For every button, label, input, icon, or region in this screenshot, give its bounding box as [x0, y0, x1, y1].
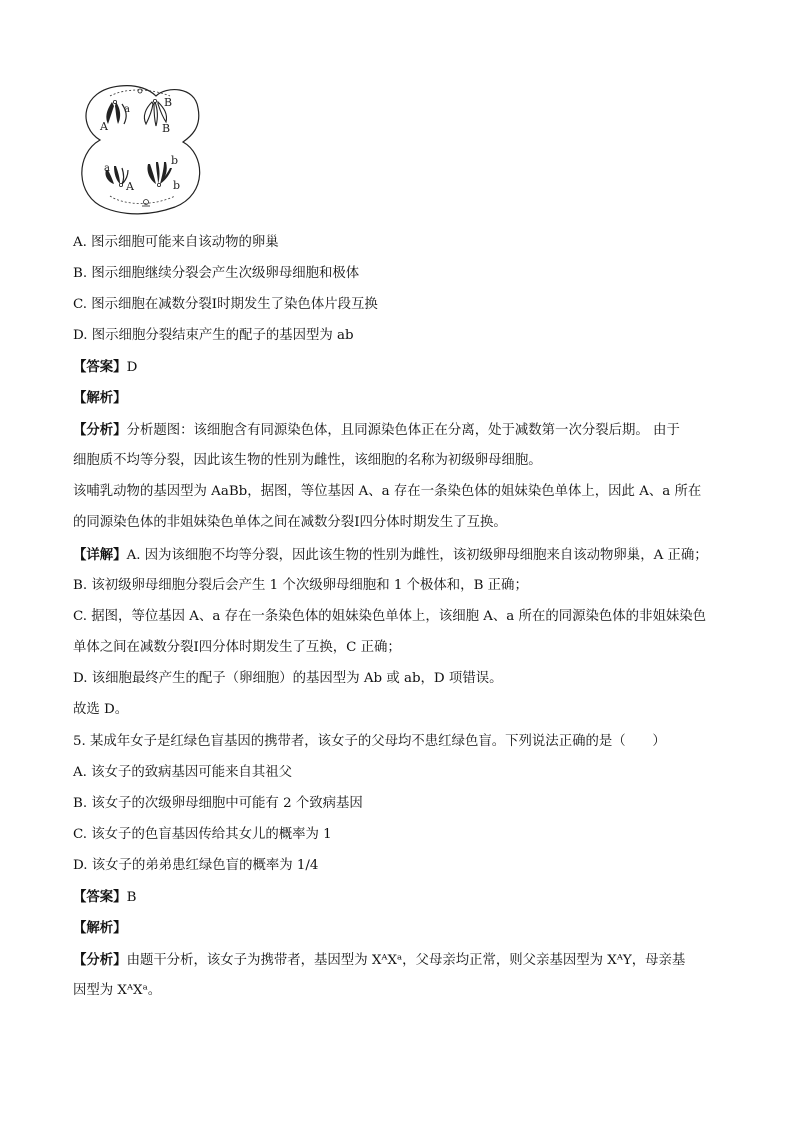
fenxi-text: 分析题图：该细胞含有同源染色体，且同源染色体正在分离，处于减数第一次分裂后期。 由于: [126, 423, 680, 438]
chromosome-bottom-right: [147, 162, 172, 187]
gene-label: a: [124, 104, 130, 115]
gene-label: A: [126, 180, 134, 193]
q4-option-a: A. 图示细胞可能来自该动物的卵巢: [73, 235, 279, 250]
cell-division-figure: [70, 82, 220, 217]
q4-xiangjie-line: D. 该细胞最终产生的配子（卵细胞）的基因型为 Ab 或 ab，D 项错误。: [73, 671, 503, 686]
q4-fenxi-line: 的同源染色体的非姐妹染色单体之间在减数分裂Ⅰ四分体时期发生了互换。: [73, 515, 507, 530]
gene-label: b: [171, 154, 179, 167]
q4-xiangjie-line: 单体之间在减数分裂Ⅰ四分体时期发生了互换，C 正确；: [73, 640, 401, 655]
answer-label: 【答案】: [73, 359, 127, 375]
q4-answer: [73, 357, 754, 378]
q4-conclusion: 故选 D。: [73, 702, 129, 717]
gene-label: a: [104, 163, 110, 174]
answer-value: D: [126, 360, 138, 375]
q4-option-b: B. 图示细胞继续分裂会产生次级卵母细胞和极体: [73, 266, 360, 281]
q5-option-b: B. 该女子的次级卵母细胞中可能有 2 个致病基因: [73, 796, 363, 811]
q5-fenxi-line: 因型为 XᴬXᵃ。: [73, 983, 162, 998]
q4-analysis-heading: [73, 388, 754, 409]
q4-fenxi-line: 该哺乳动物的基因型为 AaBb，据图，等位基因 A、a 存在一条染色体的姐妹染色单体上，因此 A、a 所在: [73, 484, 702, 499]
cell-outline: [82, 86, 200, 214]
q4-xiangjie-line: B. 该初级卵母细胞分裂后会产生 1 个次级卵母细胞和 1 个极体和，B 正确；: [73, 578, 528, 593]
q4-xiangjie-line: C. 据图，等位基因 A、a 存在一条染色体的姐妹染色单体上，该细胞 A、a 所在的同源染色体的非姐妹染色: [73, 609, 707, 624]
spindle-dashes-bottom: [110, 196, 175, 204]
q5-fenxi-line: [73, 950, 754, 971]
fenxi-text: 由题干分析，该女子为携带者，基因型为 XᴬXᵃ，父母亲均正常，则父亲基因型为 XᴬY，母亲基: [126, 953, 686, 968]
answer-label: 【答案】: [73, 889, 127, 905]
analysis-label: 【解析】: [73, 920, 127, 936]
q4-fenxi-line: [73, 420, 754, 441]
q5-answer: [73, 887, 754, 908]
gene-label: b: [173, 179, 181, 192]
q4-fenxi-line: 细胞质不均等分裂，因此该生物的性别为雌性，该细胞的名称为初级卵母细胞。: [73, 453, 542, 468]
fenxi-label: 【分析】: [73, 952, 127, 968]
q4-option-c: C. 图示细胞在减数分裂Ⅰ时期发生了染色体片段互换: [73, 297, 378, 312]
analysis-label: 【解析】: [73, 390, 127, 406]
centrosome-bottom: [144, 200, 149, 205]
xiangjie-label: 【详解】: [73, 547, 127, 563]
gene-label: A: [100, 120, 108, 133]
centrosome-top: [138, 89, 142, 93]
q5-option-d: D. 该女子的弟弟患红绿色盲的概率为 1/4: [73, 858, 319, 873]
q5-stem: 5. 某成年女子是红绿色盲基因的携带者，该女子的父母均不患红绿色盲。下列说法正确的是（ ）: [73, 734, 666, 749]
q5-analysis-heading: [73, 918, 754, 939]
q4-option-d: D. 图示细胞分裂结束产生的配子的基因型为 ab: [73, 328, 354, 343]
gene-label: B: [162, 122, 171, 135]
answer-value: B: [126, 890, 137, 905]
fenxi-label: 【分析】: [73, 422, 127, 438]
q5-option-a: A. 该女子的致病基因可能来自其祖父: [73, 765, 293, 780]
q4-xiangjie-line: [73, 545, 754, 566]
xiangjie-text: A. 因为该细胞不均等分裂，因此该生物的性别为雌性，该初级卵母细胞来自该动物卵巢，A 正确；: [126, 548, 708, 563]
gene-label: B: [164, 96, 173, 109]
q5-option-c: C. 该女子的色盲基因传给其女儿的概率为 1: [73, 827, 332, 842]
